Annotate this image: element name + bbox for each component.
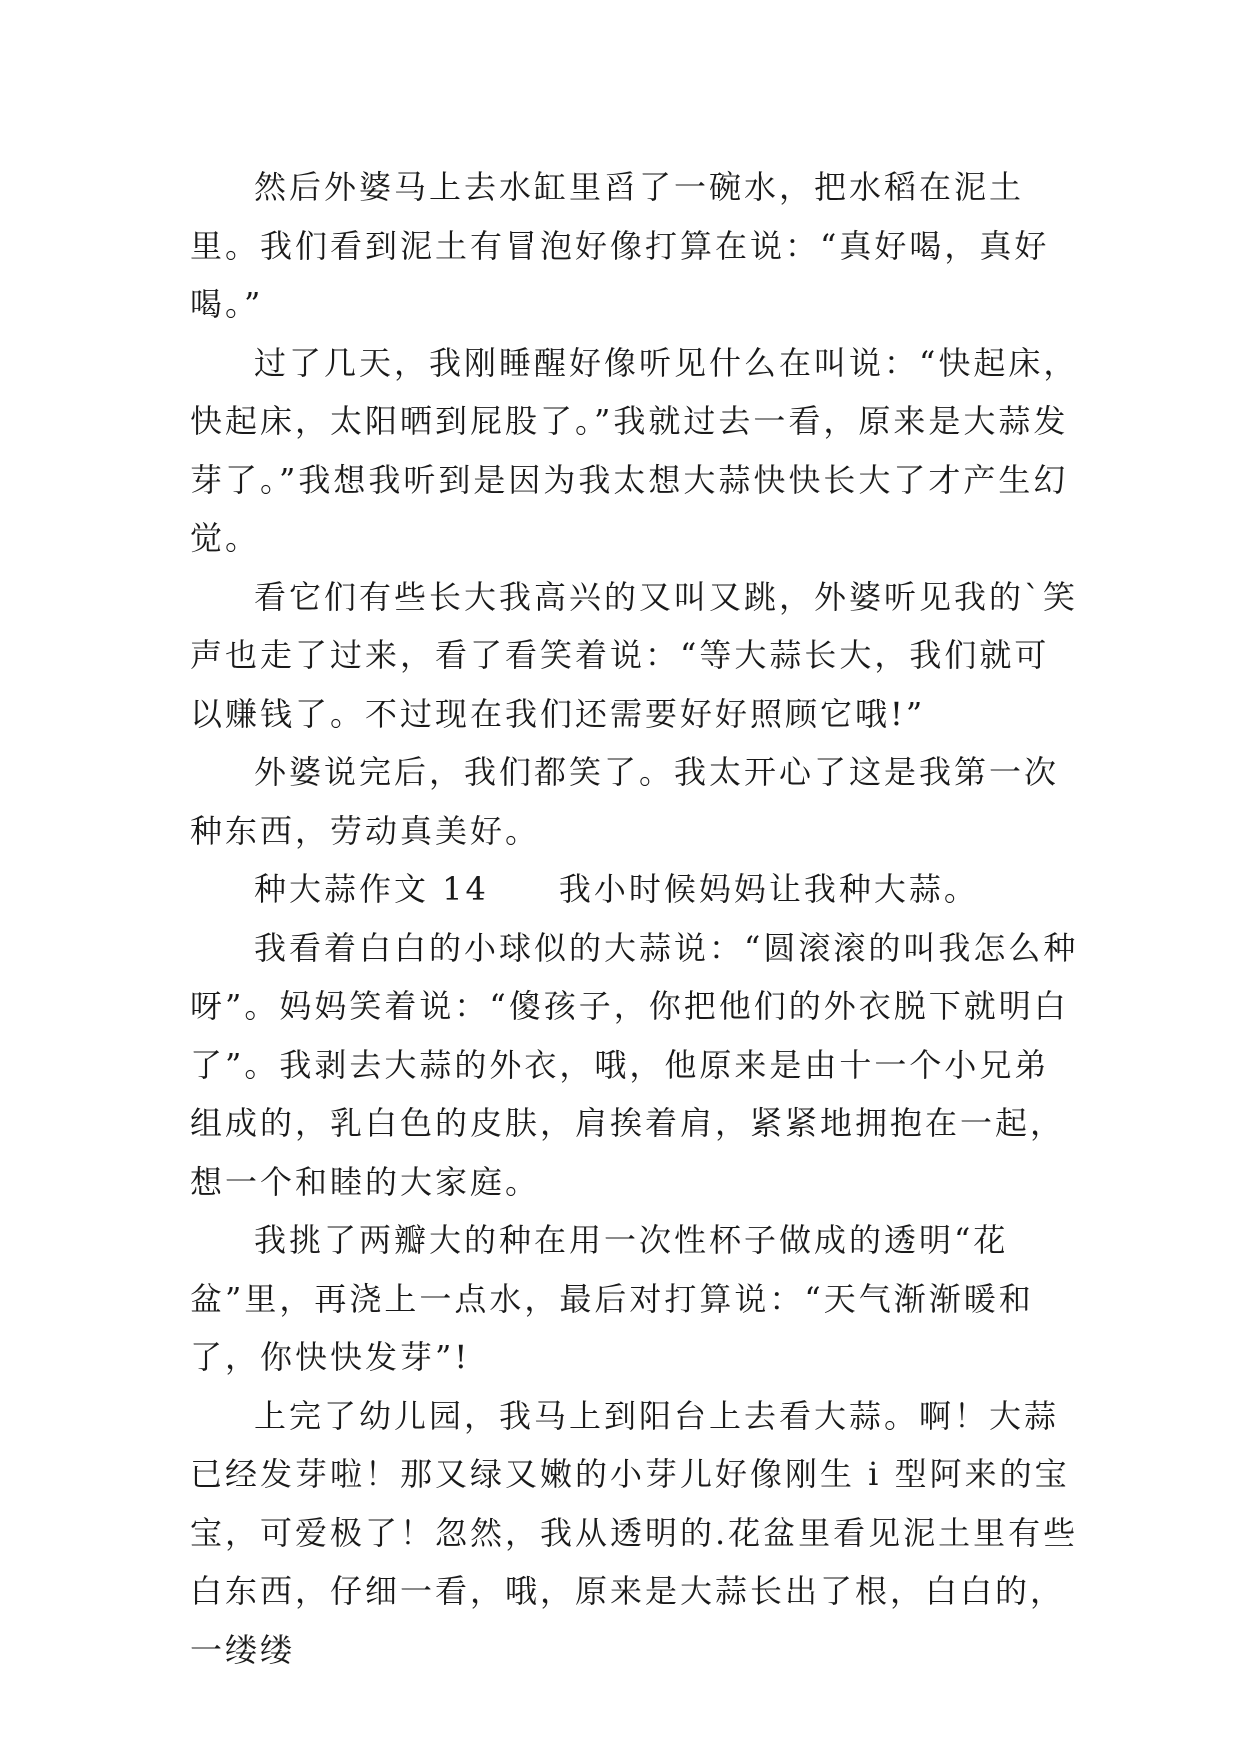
paragraph: 然后外婆马上去水缸里舀了一碗水，把水稻在泥土里。我们看到泥土有冒泡好像打算在说：“真好喝，真好喝。”	[190, 168, 1050, 323]
paragraph: 过了几天，我刚睡醒好像听见什么在叫说：“快起床，快起床，太阳晒到屁股了。”我就过去一看，原来是大蒜发芽了。”我想我听到是因为我太想大蒜快快长大了才产生幻觉。	[190, 343, 1079, 557]
paragraph: 我挑了两瓣大的种在用一次性杯子做成的透明“花盆”里，再浇上一点水，最后对打算说：“天气渐渐暖和了，你快快发芽”!	[190, 1221, 1034, 1376]
essay-body	[190, 158, 1080, 1679]
paragraph: 外婆说完后，我们都笑了。我太开心了这是我第一次种东西，劳动真美好。	[190, 753, 1060, 850]
essay-heading-line: 种大蒜作文 14 我小时候妈妈让我种大蒜。	[254, 870, 979, 908]
paragraph: 看它们有些长大我高兴的又叫又跳，外婆听见我的`笑声也走了过来，看了看笑着说：“等大蒜长大，我们就可以赚钱了。不过现在我们还需要好好照顾它哦!”	[190, 577, 1079, 733]
paragraph: 我看着白白的小球似的大蒜说：“圆滚滚的叫我怎么种呀”。妈妈笑着说：“傻孩子，你把他们的外衣脱下就明白了”。我剥去大蒜的外衣，哦，他原来是由十一个小兄弟组成的，乳白色的皮肤，肩挨着肩，紧紧地拥抱在一起，想一个和睦的大家庭。	[190, 928, 1079, 1201]
paragraph: 上完了幼儿园，我马上到阳台上去看大蒜。啊！大蒜已经发芽啦！那又绿又嫩的小芽儿好像刚生 i 型阿来的宝宝，可爱极了！忽然，我从透明的.花盆里看见泥土里有些白东西，仔细一看，哦，原来是大蒜长出了根，白白的，一缕缕	[190, 1396, 1079, 1669]
